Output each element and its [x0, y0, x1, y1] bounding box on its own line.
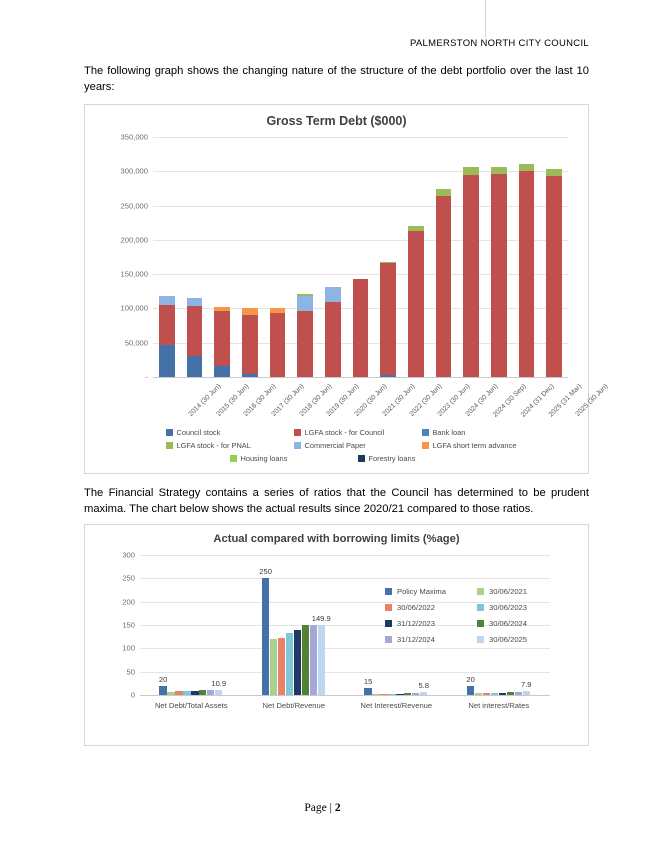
chart2-legend-item [477, 587, 569, 596]
chart1-y-tick: - [145, 372, 148, 382]
chart1-bar-segment [408, 226, 423, 231]
chart2-bar [215, 690, 222, 695]
chart1-bar-segment [159, 305, 174, 345]
legend-swatch [385, 604, 392, 611]
chart1-x-label: 2025 (30 Jun) [574, 383, 610, 419]
chart2-y-tick: 0 [130, 690, 135, 700]
chart2-bar [183, 691, 190, 695]
chart1-bar-segment [546, 169, 561, 177]
chart2-group-label: Net interest/Rates [468, 701, 530, 710]
chart1-title: Gross Term Debt ($000) [266, 114, 407, 128]
legend-label: 31/12/2024 [397, 635, 436, 644]
chart1-bar-segment [214, 366, 229, 377]
chart1-legend-item [358, 454, 468, 463]
chart1-bar-segment [491, 174, 506, 377]
legend-label: Commercial Paper [304, 441, 366, 450]
chart1-bar-segment [297, 296, 312, 310]
legend-swatch [294, 429, 301, 436]
chart1-bar [325, 137, 340, 377]
chart2-data-label: 20 [466, 674, 475, 684]
chart1-legend-item [166, 428, 276, 437]
legend-swatch [230, 455, 237, 462]
chart2-data-label: 10.9 [211, 678, 227, 688]
header-divider [60, 0, 486, 38]
chart1-bar-segment [242, 308, 257, 314]
chart1-bar-segment [519, 164, 534, 172]
chart1-plot-area [120, 132, 610, 419]
chart2-bar [499, 693, 506, 695]
header-organisation: PALMERSTON NORTH CITY COUNCIL [409, 38, 589, 49]
chart2-bar [515, 692, 522, 695]
chart2-data-label: 20 [158, 674, 168, 684]
chart1-bar-segment [187, 356, 202, 377]
legend-label: LGFA stock - for Council [304, 428, 385, 437]
chart2-bar [523, 691, 530, 695]
chart2-y-tick: 50 [126, 667, 135, 677]
chart1-axis [153, 377, 568, 378]
chart1-bar [436, 137, 451, 377]
chart1-x-label: 2014 (30 Jun) [187, 383, 223, 419]
legend-swatch [477, 620, 484, 627]
legend-swatch [166, 429, 173, 436]
chart2-legend-item [385, 619, 477, 628]
chart2-bar [262, 578, 269, 695]
chart1-bar-segment [408, 231, 423, 377]
legend-label: Policy Maxima [397, 587, 446, 596]
chart1-y-tick: 300,000 [120, 166, 148, 176]
chart2-y-tick: 200 [122, 597, 135, 607]
chart2-bar [475, 693, 482, 695]
legend-label: Council stock [176, 428, 221, 437]
chart2-bar [302, 625, 309, 695]
chart2-title: Actual compared with borrowing limits (%age) [213, 533, 460, 545]
chart2-y-tick: 150 [122, 620, 135, 630]
chart1-bar [546, 137, 561, 377]
chart1-bar [353, 137, 368, 377]
legend-label: 31/12/2023 [397, 619, 436, 628]
chart1-bar-segment [297, 311, 312, 378]
chart1-bar-segment [325, 302, 340, 377]
chart1-bar [491, 137, 506, 377]
chart1-bar-segment [214, 311, 229, 367]
legend-swatch [385, 620, 392, 627]
chart1-bar [519, 137, 534, 377]
chart1-bar [187, 137, 202, 377]
legend-label: 30/06/2023 [489, 603, 528, 612]
chart2-bar [278, 638, 285, 695]
chart1-bar-segment [159, 296, 174, 305]
legend-label: 30/06/2021 [489, 587, 528, 596]
chart2-data-label: 5.8 [418, 681, 430, 691]
legend-label: Forestry loans [368, 454, 416, 463]
legend-label: LGFA stock - for PNAL [176, 441, 251, 450]
chart1-y-tick: 100,000 [120, 303, 148, 313]
borrowing-limits-chart [84, 524, 589, 746]
legend-swatch [166, 442, 173, 449]
chart2-gridline [140, 672, 550, 673]
chart1-bar-segment [270, 313, 285, 377]
chart2-bar [364, 688, 371, 695]
chart1-legend-item [422, 428, 532, 437]
chart1-bar-segment [463, 167, 478, 175]
legend-swatch [422, 429, 429, 436]
chart1-bar-segment [159, 345, 174, 377]
legend-swatch [477, 604, 484, 611]
chart2-bar [412, 693, 419, 695]
chart2-bar [286, 633, 293, 695]
chart2-data-label: 149.9 [311, 614, 331, 624]
chart1-x-label: 2025 (31 Mar) [547, 383, 583, 419]
chart2-axis [140, 695, 550, 696]
chart2-data-label: 7.9 [520, 680, 532, 690]
chart2-bar [420, 692, 427, 695]
chart1-bar-segment [436, 189, 451, 196]
chart1-x-label: 2022 (30 Jun) [408, 383, 444, 419]
legend-swatch [358, 455, 365, 462]
chart1-bar [463, 137, 478, 377]
chart1-bar-segment [491, 167, 506, 175]
chart2-y-tick: 100 [122, 643, 135, 653]
legend-swatch [422, 442, 429, 449]
chart1-x-label: 2015 (30 Jun) [214, 383, 250, 419]
chart1-bar [214, 137, 229, 377]
chart2-group-label: Net Interest/Revenue [360, 701, 433, 710]
chart2-bar [396, 694, 403, 695]
chart1-x-label: 2024 (31 Dec) [519, 383, 556, 419]
chart1-bar [242, 137, 257, 377]
legend-label: 30/06/2025 [489, 635, 528, 644]
chart1-bar-segment [242, 315, 257, 374]
legend-label: Housing loans [240, 454, 288, 463]
chart1-bar [270, 137, 285, 377]
chart2-legend [385, 587, 570, 651]
chart1-bar-segment [297, 294, 312, 296]
chart1-y-tick: 50,000 [124, 338, 148, 348]
chart1-legend-item [422, 441, 532, 450]
intro-paragraph: The following graph shows the changing nature of the structure of the debt portfolio over the last 10 years: [84, 65, 589, 93]
chart2-bar [167, 692, 174, 696]
chart1-legend-item [294, 428, 404, 437]
chart2-data-label: 250 [259, 567, 272, 577]
chart2-bar [310, 625, 317, 695]
chart1-bar-segment [380, 262, 395, 263]
chart2-data-label: 15 [363, 677, 373, 686]
chart2-legend-item [477, 635, 569, 644]
chart1-x-label: 2020 (30 Jun) [353, 383, 389, 419]
chart1-y-tick: 150,000 [120, 269, 148, 279]
chart1-bar [408, 137, 423, 377]
chart1-legend [119, 426, 578, 465]
chart2-bar [388, 694, 395, 695]
chart1-bar-segment [519, 171, 534, 377]
chart1-x-label: 2019 (30 Jun) [325, 383, 361, 419]
legend-label: 30/06/2024 [489, 619, 528, 628]
legend-swatch [294, 442, 301, 449]
chart1-bar-segment [270, 308, 285, 313]
chart1-bar-segment [436, 196, 451, 377]
chart1-bar-segment [380, 263, 395, 375]
chart1-bar-segment [242, 374, 257, 377]
chart1-bar [297, 137, 312, 377]
chart2-y-tick: 300 [122, 550, 135, 560]
chart2-bar [175, 691, 182, 695]
chart1-bar [159, 137, 174, 377]
legend-swatch [385, 588, 392, 595]
chart2-y-tick: 250 [122, 573, 135, 583]
chart1-bar [380, 137, 395, 377]
chart1-bar-segment [546, 176, 561, 377]
chart2-legend-item [477, 603, 569, 612]
chart2-legend-item [385, 635, 477, 644]
ratios-paragraph: The Financial Strategy contains a series of ratios that the Council has determined to be prudent maxima. The chart below shows the actual results since 2020/21 compared to those ratios. [84, 487, 589, 515]
chart1-bar-segment [325, 287, 340, 301]
chart2-bar [318, 625, 325, 695]
chart2-bar [491, 693, 498, 695]
footer-page-label: Page | [304, 802, 332, 814]
chart1-y-tick: 200,000 [120, 235, 148, 245]
gross-term-debt-chart [84, 104, 610, 474]
chart2-bar [467, 686, 474, 695]
chart1-y-tick: 350,000 [120, 132, 148, 142]
chart2-bar [380, 694, 387, 695]
legend-swatch [477, 588, 484, 595]
chart2-bar [159, 686, 166, 695]
chart1-x-label: 2021 (30 Jun) [380, 383, 416, 419]
chart2-bar [404, 693, 411, 695]
legend-label: LGFA short term advance [432, 441, 517, 450]
chart2-legend-item [385, 603, 477, 612]
chart2-group-label: Net Debt/Revenue [262, 701, 325, 710]
chart1-x-label: 2017 (30 Jun) [270, 383, 306, 419]
chart1-x-label: 2023 (30 Jun) [436, 383, 472, 419]
chart1-legend-item [294, 441, 404, 450]
legend-swatch [385, 636, 392, 643]
chart2-group-label: Net Debt/Total Assets [154, 701, 228, 710]
chart2-bar [294, 630, 301, 695]
chart2-bar [507, 692, 514, 695]
chart2-bar [207, 690, 214, 695]
chart2-gridline [140, 555, 550, 556]
chart2-bar [270, 639, 277, 695]
legend-label: 30/06/2022 [397, 603, 436, 612]
footer-page-number: 2 [334, 802, 341, 814]
chart1-bar-segment [380, 375, 395, 377]
chart2-bar [483, 693, 490, 695]
chart2-legend-item [385, 587, 477, 596]
page-footer [0, 802, 645, 814]
chart2-bar [372, 694, 379, 695]
chart1-x-label: 2024 (30 Jun) [463, 383, 499, 419]
chart1-x-label: 2016 (30 Jun) [242, 383, 278, 419]
chart1-legend-item [230, 454, 340, 463]
chart1-bar-segment [463, 175, 478, 377]
chart2-bar [191, 691, 198, 695]
chart1-x-label: 2018 (30 Jun) [297, 383, 333, 419]
chart2-bar [199, 690, 206, 695]
chart1-y-tick: 250,000 [120, 201, 148, 211]
chart1-bar-segment [353, 279, 368, 377]
chart1-x-label: 2024 (30 Sep) [491, 383, 528, 419]
chart1-legend-item [166, 441, 276, 450]
chart2-legend-item [477, 619, 569, 628]
chart2-gridline [140, 578, 550, 579]
chart1-bar-segment [187, 306, 202, 356]
chart1-bar-segment [214, 307, 229, 310]
legend-label: Bank loan [432, 428, 466, 437]
legend-swatch [477, 636, 484, 643]
chart1-bar-segment [187, 298, 202, 306]
